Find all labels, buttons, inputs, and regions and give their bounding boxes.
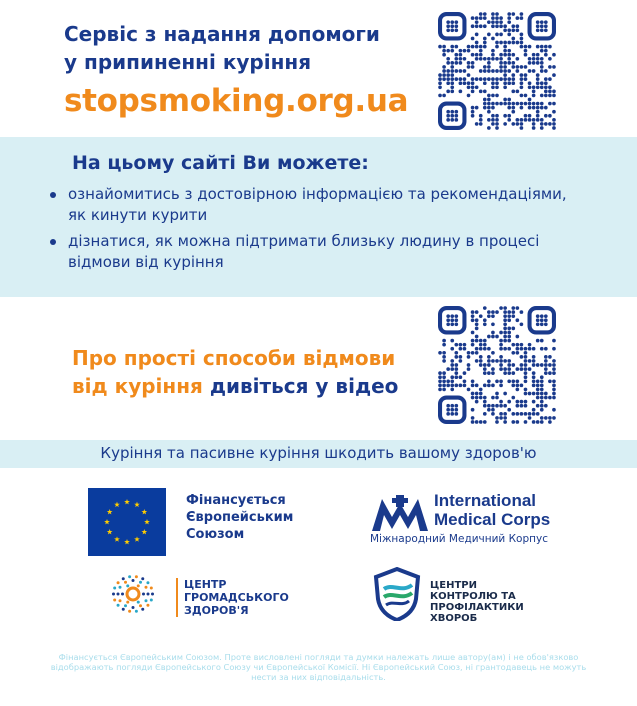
- eu-funding-label: Фінансується Європейським Союзом: [186, 493, 294, 542]
- imc-name-line1: International: [434, 491, 537, 510]
- imc-logo-icon: [370, 493, 430, 533]
- list-item: ознайомитись з достовірною інформацією та рекомендаціями, як кинути курити: [50, 184, 570, 226]
- service-title: Сервіс з надання допомоги у припиненні куріння: [64, 22, 380, 74]
- ckpz-label: ЦЕНТРИ КОНТРОЛЮ ТА ПРОФІЛАКТИКИ ХВОРОБ: [430, 580, 524, 624]
- health-warning: Куріння та пасивне куріння шкодить вашому здоров'ю: [100, 444, 537, 462]
- disclaimer-text: Фінансується Європейським Союзом. Проте висловлені погляди та думки належать лише автору(ам) і не обов'язково відображають погляди Європейського Союзу чи Європейської Комісії. Ні Європейський Союз, ні грантодавець не можуть нести за них відповідальність.: [50, 652, 587, 682]
- imc-logo: [352, 489, 582, 549]
- features-heading: На цьому сайті Ви можете:: [72, 152, 369, 174]
- cgz-logo-icon: [100, 572, 166, 616]
- cgz-label: ЦЕНТР ГРОМАДСЬКОГО ЗДОРОВ'Я: [176, 578, 294, 617]
- video-callout-navy: дивіться у відео: [209, 374, 399, 398]
- eu-flag-icon: [88, 488, 166, 556]
- ckpz-logo-icon: [372, 567, 422, 621]
- imc-name-line2: Medical Corps: [434, 510, 551, 529]
- video-callout: [72, 344, 402, 400]
- qr-code-icon: [438, 12, 556, 130]
- features-list: [50, 184, 570, 278]
- site-url-link[interactable]: stopsmoking.org.ua: [64, 83, 409, 119]
- imc-subtitle: Міжнародний Медичний Корпус: [370, 533, 548, 545]
- list-item: дізнатися, як можна підтримати близьку людину в процесі відмови від куріння: [50, 231, 570, 273]
- video-callout-orange: Про прості способи відмови від куріння: [72, 346, 396, 398]
- qr-code-icon: [438, 306, 556, 424]
